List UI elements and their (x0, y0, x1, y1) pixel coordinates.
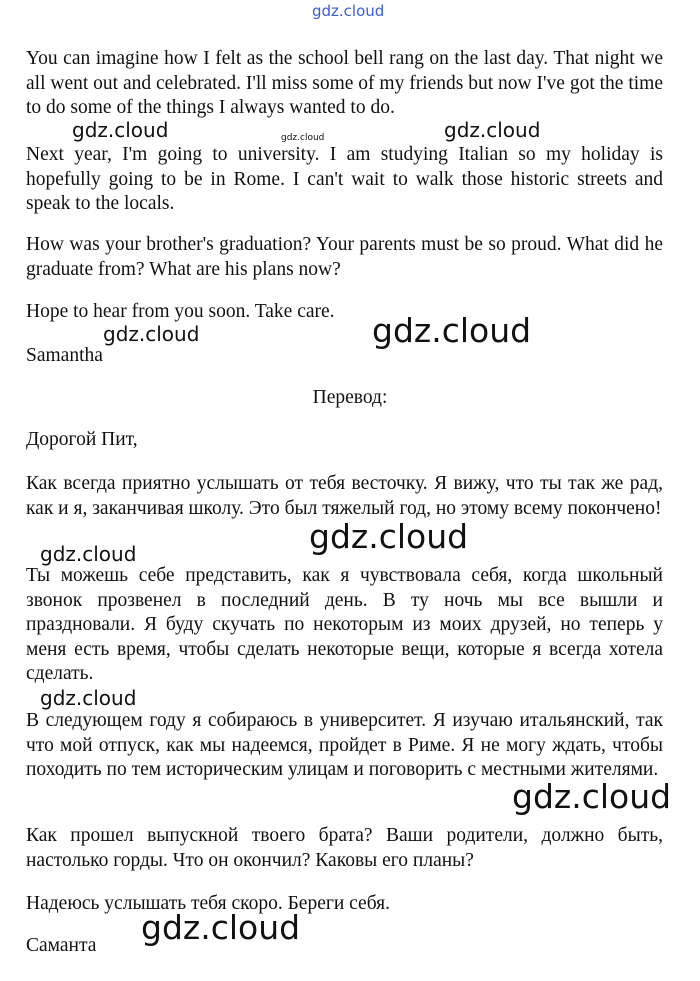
translation-heading: Перевод: (312, 387, 388, 408)
watermark-top: gdz.cloud (312, 2, 385, 20)
english-paragraph-3: How was your brother's graduation? Your parents must be so proud. What did he graduate from? What are his plans now? (26, 234, 663, 280)
watermark: gdz.cloud (372, 311, 532, 350)
watermark: gdz.cloud (103, 322, 200, 346)
watermark: gdz.cloud (281, 133, 325, 143)
english-paragraph-2: Next year, I'm going to university. I am studying Italian so my holiday is hopefully going to be in Rome. I can't wait to walk those historic streets and speak to the locals. (26, 144, 663, 214)
english-signature: Samantha (26, 345, 103, 366)
watermark: gdz.cloud (141, 908, 301, 947)
english-paragraph-1: You can imagine how I felt as the school bell rang on the last day. That night we all went out and celebrated. I'll miss some of my friends but now I've got the time to do some of the things I always wanted to do. (26, 48, 663, 118)
translation-paragraph-3: В следующем году я собираюсь в университет. Я изучаю итальянский, так что мой отпуск, как мы надеемся, пройдет в Риме. Я не могу ждать, чтобы походить по тем историческим улицам и поговорить с местными жителями. (26, 710, 663, 780)
watermark: gdz.cloud (309, 517, 469, 556)
translation-closing: Надеюсь услышать тебя скоро. Береги себя. (26, 893, 390, 914)
translation-paragraph-4: Как прошел выпускной твоего брата? Ваши родители, должно быть, настолько горды. Что он окончил? Каковы его планы? (26, 825, 663, 871)
watermark: gdz.cloud (40, 542, 137, 566)
translation-signature: Саманта (26, 935, 97, 956)
translation-greeting: Дорогой Пит, (26, 429, 138, 450)
translation-paragraph-2: Ты можешь себе представить, как я чувствовала себя, когда школьный звонок прозвенел в последний день. В ту ночь мы все вышли и праздновали. Я буду скучать по некоторым из моих друзей, но теперь у меня есть время, чтобы сделать некоторые вещи, которые я всегда хотела сделать. (26, 565, 663, 684)
watermark: gdz.cloud (40, 686, 137, 710)
english-closing: Hope to hear from you soon. Take care. (26, 301, 335, 322)
watermark: gdz.cloud (444, 118, 541, 142)
watermark: gdz.cloud (512, 777, 672, 816)
watermark: gdz.cloud (72, 118, 169, 142)
translation-paragraph-1: Как всегда приятно услышать от тебя весточку. Я вижу, что ты так же рад, как и я, заканчивая школу. Это был тяжелый год, но этому всему покончено! (26, 473, 663, 519)
